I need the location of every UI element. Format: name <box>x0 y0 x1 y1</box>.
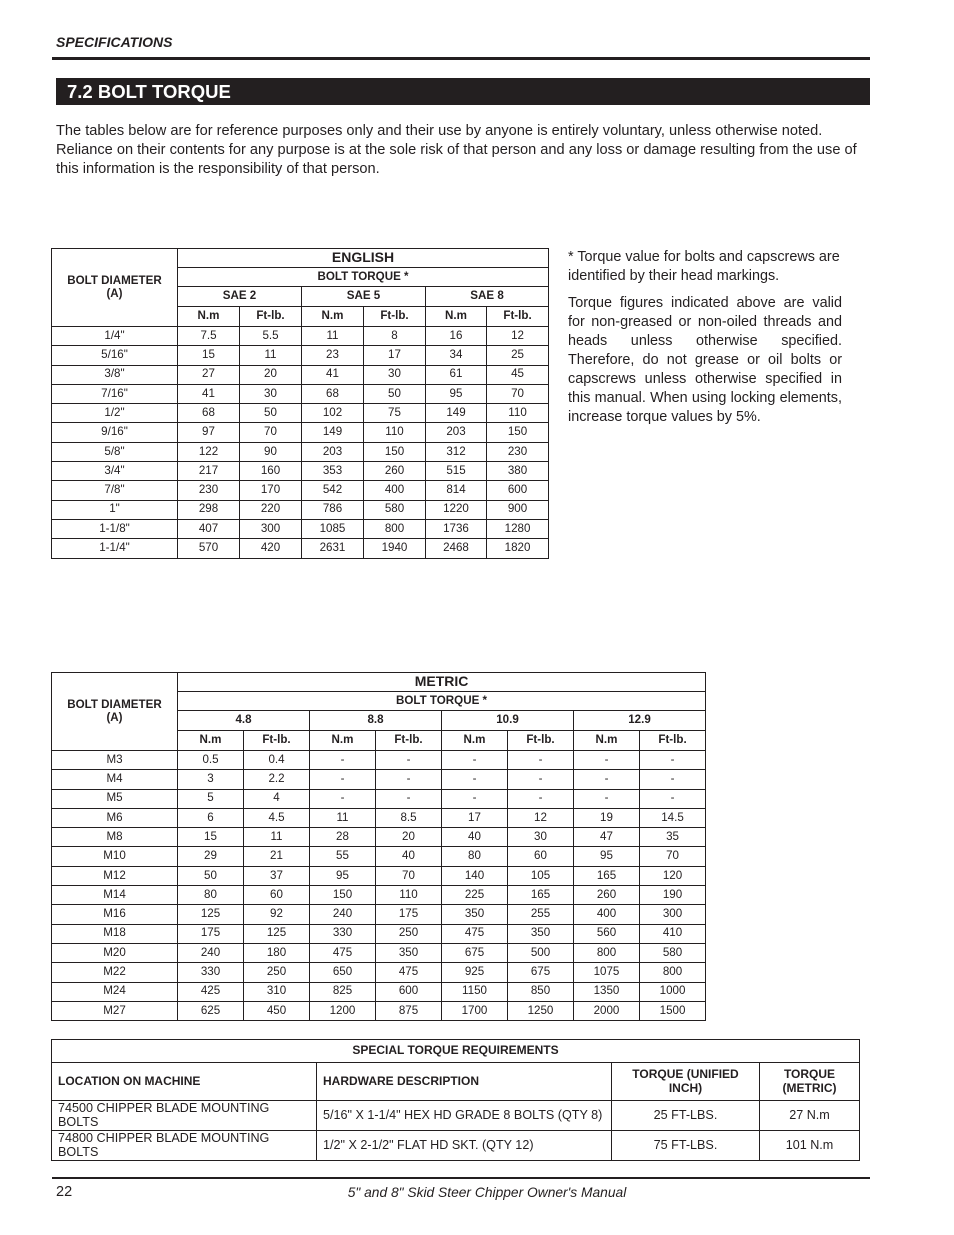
table-cell: M14 <box>52 886 178 905</box>
table-cell: 8 <box>364 327 426 346</box>
table-cell: 330 <box>310 924 376 943</box>
table-cell: - <box>310 751 376 770</box>
table-cell: 353 <box>302 462 364 481</box>
table-cell: 350 <box>508 924 574 943</box>
table-row <box>52 963 706 982</box>
bolt-torque-header: BOLT TORQUE * <box>178 268 549 287</box>
table-cell: 110 <box>487 404 549 423</box>
table-cell: 330 <box>178 963 244 982</box>
english-title: ENGLISH <box>178 249 549 268</box>
table-cell: 2.2 <box>244 770 310 789</box>
table-cell: 1/4" <box>52 327 178 346</box>
table-row <box>52 404 549 423</box>
table-cell: 5.5 <box>240 327 302 346</box>
bolt-torque-header: BOLT TORQUE * <box>178 692 706 711</box>
table-cell: 95 <box>426 384 487 403</box>
table-cell: 310 <box>244 982 310 1001</box>
torque-notes <box>568 248 842 435</box>
unit-header: N.m <box>426 307 487 327</box>
table-cell: 475 <box>310 943 376 962</box>
table-cell: 650 <box>310 963 376 982</box>
table-cell: 300 <box>640 905 706 924</box>
table-cell: M6 <box>52 808 178 827</box>
table-cell: 41 <box>178 384 240 403</box>
table-cell: - <box>508 770 574 789</box>
table-cell: 900 <box>487 500 549 519</box>
table-cell: 40 <box>376 847 442 866</box>
table-cell: 12 <box>508 808 574 827</box>
table-cell: 1" <box>52 500 178 519</box>
table-cell: M4 <box>52 770 178 789</box>
table-cell: 500 <box>508 943 574 962</box>
table-cell: 250 <box>376 924 442 943</box>
table-cell: 140 <box>442 866 508 885</box>
table-cell: 12 <box>487 327 549 346</box>
table-cell: 4 <box>244 789 310 808</box>
metric-title: METRIC <box>178 673 706 692</box>
unit-header: Ft-lb. <box>640 731 706 751</box>
table-cell: 225 <box>442 886 508 905</box>
table-row <box>52 943 706 962</box>
table-cell: 28 <box>310 828 376 847</box>
table-cell: 203 <box>426 423 487 442</box>
table-cell: 350 <box>442 905 508 924</box>
table-cell: 786 <box>302 500 364 519</box>
table-row <box>52 1001 706 1020</box>
table-cell: 875 <box>376 1001 442 1020</box>
table-cell: 19 <box>574 808 640 827</box>
table-cell: 1736 <box>426 519 487 538</box>
table-cell: M18 <box>52 924 178 943</box>
note-head-markings: * Torque value for bolts and capscrews are identified by their head markings. <box>568 249 840 284</box>
table-cell: 580 <box>364 500 426 519</box>
table-cell: 220 <box>240 500 302 519</box>
table-cell: 1940 <box>364 539 426 558</box>
table-cell: 60 <box>244 886 310 905</box>
table-cell: 1500 <box>640 1001 706 1020</box>
table-cell: - <box>508 789 574 808</box>
table-cell: 475 <box>442 924 508 943</box>
table-cell: 7/8" <box>52 481 178 500</box>
table-row <box>52 327 549 346</box>
table-cell: 407 <box>178 519 240 538</box>
table-cell: - <box>574 751 640 770</box>
table-cell: 150 <box>487 423 549 442</box>
table-cell: M27 <box>52 1001 178 1020</box>
grade-header: 8.8 <box>310 711 442 731</box>
table-cell: 570 <box>178 539 240 558</box>
table-row <box>52 365 549 384</box>
table-cell: - <box>508 751 574 770</box>
table-cell: 30 <box>240 384 302 403</box>
table-row <box>52 982 706 1001</box>
table-cell: 55 <box>310 847 376 866</box>
table-cell: 125 <box>178 905 244 924</box>
table-cell: 74500 CHIPPER BLADE MOUNTING BOLTS <box>52 1101 317 1131</box>
table-cell: 217 <box>178 462 240 481</box>
table-row <box>52 847 706 866</box>
table-row <box>52 384 549 403</box>
table-row <box>52 1101 860 1131</box>
table-cell: 37 <box>244 866 310 885</box>
table-cell: M12 <box>52 866 178 885</box>
table-cell: 5 <box>178 789 244 808</box>
table-cell: 1820 <box>487 539 549 558</box>
location-header: LOCATION ON MACHINE <box>52 1063 317 1101</box>
table-cell: 4.5 <box>244 808 310 827</box>
table-cell: 25 FT-LBS. <box>612 1101 760 1131</box>
table-cell: - <box>442 770 508 789</box>
table-cell: 75 <box>364 404 426 423</box>
table-cell: 170 <box>240 481 302 500</box>
special-torque-table <box>51 1039 860 1161</box>
page-number: 22 <box>56 1184 73 1200</box>
table-cell: 800 <box>640 963 706 982</box>
running-header: SPECIFICATIONS <box>56 34 173 50</box>
manual-title: 5" and 8" Skid Steer Chipper Owner's Manual <box>347 1185 627 1200</box>
table-cell: 60 <box>508 847 574 866</box>
table-cell: 5/16" X 1-1/4" HEX HD GRADE 8 BOLTS (QTY 8) <box>317 1101 612 1131</box>
table-cell: 380 <box>487 462 549 481</box>
table-row <box>52 442 549 461</box>
table-cell: 102 <box>302 404 364 423</box>
table-cell: - <box>640 751 706 770</box>
table-cell: 160 <box>240 462 302 481</box>
table-cell: 230 <box>178 481 240 500</box>
table-cell: 29 <box>178 847 244 866</box>
table-cell: 203 <box>302 442 364 461</box>
table-row <box>52 905 706 924</box>
table-cell: 7.5 <box>178 327 240 346</box>
table-row <box>52 828 706 847</box>
table-cell: 625 <box>178 1001 244 1020</box>
table-cell: 11 <box>310 808 376 827</box>
table-cell: 17 <box>364 346 426 365</box>
table-cell: 16 <box>426 327 487 346</box>
table-cell: 675 <box>442 943 508 962</box>
table-cell: 45 <box>487 365 549 384</box>
table-cell: 3 <box>178 770 244 789</box>
table-row <box>52 1130 860 1160</box>
table-cell: 165 <box>508 886 574 905</box>
table-cell: 35 <box>640 828 706 847</box>
table-cell: 1-1/8" <box>52 519 178 538</box>
table-cell: 1700 <box>442 1001 508 1020</box>
table-cell: 1/2" <box>52 404 178 423</box>
table-cell: 41 <box>302 365 364 384</box>
table-cell: M20 <box>52 943 178 962</box>
table-cell: 475 <box>376 963 442 982</box>
table-cell: 1250 <box>508 1001 574 1020</box>
table-cell: 90 <box>240 442 302 461</box>
table-cell: 165 <box>574 866 640 885</box>
table-row <box>52 789 706 808</box>
table-cell: 2000 <box>574 1001 640 1020</box>
table-cell: - <box>442 751 508 770</box>
table-cell: 110 <box>376 886 442 905</box>
table-cell: 425 <box>178 982 244 1001</box>
table-cell: 1/2" X 2-1/2" FLAT HD SKT. (QTY 12) <box>317 1130 612 1160</box>
table-cell: 50 <box>364 384 426 403</box>
table-cell: 2631 <box>302 539 364 558</box>
table-cell: 175 <box>178 924 244 943</box>
table-cell: - <box>376 770 442 789</box>
table-cell: - <box>376 751 442 770</box>
table-cell: 825 <box>310 982 376 1001</box>
table-cell: 230 <box>487 442 549 461</box>
table-cell: 23 <box>302 346 364 365</box>
table-cell: 122 <box>178 442 240 461</box>
table-cell: 14.5 <box>640 808 706 827</box>
table-cell: 6 <box>178 808 244 827</box>
table-row <box>52 924 706 943</box>
table-cell: 25 <box>487 346 549 365</box>
table-row <box>52 539 549 558</box>
table-cell: 420 <box>240 539 302 558</box>
table-cell: M3 <box>52 751 178 770</box>
table-cell: 150 <box>364 442 426 461</box>
torque-inch-header: TORQUE (UNIFIED INCH) <box>612 1063 760 1101</box>
table-cell: 20 <box>376 828 442 847</box>
table-cell: 15 <box>178 828 244 847</box>
table-cell: 260 <box>364 462 426 481</box>
table-cell: M10 <box>52 847 178 866</box>
unit-header: Ft-lb. <box>376 731 442 751</box>
bolt-diameter-header: BOLT DIAMETER (A) <box>52 673 178 751</box>
table-cell: 5/16" <box>52 346 178 365</box>
unit-header: N.m <box>442 731 508 751</box>
english-torque-table <box>51 248 549 559</box>
table-cell: 70 <box>640 847 706 866</box>
table-cell: 5/8" <box>52 442 178 461</box>
table-cell: 68 <box>302 384 364 403</box>
table-cell: - <box>574 789 640 808</box>
table-cell: 8.5 <box>376 808 442 827</box>
table-row <box>52 462 549 481</box>
bolt-diameter-header: BOLT DIAMETER (A) <box>52 249 178 327</box>
table-cell: 149 <box>302 423 364 442</box>
table-cell: 17 <box>442 808 508 827</box>
unit-header: Ft-lb. <box>244 731 310 751</box>
table-cell: 3/4" <box>52 462 178 481</box>
table-cell: 7/16" <box>52 384 178 403</box>
hardware-header: HARDWARE DESCRIPTION <box>317 1063 612 1101</box>
table-cell: 1200 <box>310 1001 376 1020</box>
grade-header: 10.9 <box>442 711 574 731</box>
table-cell: 150 <box>310 886 376 905</box>
table-cell: 61 <box>426 365 487 384</box>
table-cell: 149 <box>426 404 487 423</box>
table-cell: 450 <box>244 1001 310 1020</box>
unit-header: Ft-lb. <box>508 731 574 751</box>
table-cell: 74800 CHIPPER BLADE MOUNTING BOLTS <box>52 1130 317 1160</box>
table-cell: 350 <box>376 943 442 962</box>
table-cell: 101 N.m <box>760 1130 860 1160</box>
table-cell: 27 <box>178 365 240 384</box>
unit-header: N.m <box>310 731 376 751</box>
grade-header: 12.9 <box>574 711 706 731</box>
torque-metric-header: TORQUE (METRIC) <box>760 1063 860 1101</box>
table-cell: 1000 <box>640 982 706 1001</box>
table-cell: 11 <box>240 346 302 365</box>
table-cell: 0.5 <box>178 751 244 770</box>
table-cell: 410 <box>640 924 706 943</box>
table-cell: 240 <box>310 905 376 924</box>
table-row <box>52 866 706 885</box>
table-cell: 1350 <box>574 982 640 1001</box>
table-cell: 560 <box>574 924 640 943</box>
table-row <box>52 500 549 519</box>
grade-header: SAE 8 <box>426 287 549 307</box>
note-non-greased: Torque figures indicated above are valid for non-greased or non-oiled threads and heads unless otherwise specified. Therefore, do not grease or oil bolts or capscrews unless otherwise specified in this manual. When using locking elements, increase torque values by 5%. <box>568 295 842 425</box>
table-cell: M24 <box>52 982 178 1001</box>
table-cell: 255 <box>508 905 574 924</box>
table-cell: 68 <box>178 404 240 423</box>
unit-header: Ft-lb. <box>487 307 549 327</box>
table-cell: 9/16" <box>52 423 178 442</box>
table-cell: 50 <box>240 404 302 423</box>
table-cell: - <box>640 770 706 789</box>
unit-header: Ft-lb. <box>364 307 426 327</box>
table-cell: 97 <box>178 423 240 442</box>
table-cell: 40 <box>442 828 508 847</box>
intro-paragraph: The tables below are for reference purposes only and their use by anyone is entirely voluntary, unless otherwise noted. Reliance on their contents for any purpose is at the sole risk of that person and any loss or damage resulting from the use of this information is the responsibility of that person. <box>56 123 857 177</box>
table-cell: 92 <box>244 905 310 924</box>
table-cell: 175 <box>376 905 442 924</box>
table-cell: 300 <box>240 519 302 538</box>
table-cell: 95 <box>310 866 376 885</box>
unit-header: N.m <box>574 731 640 751</box>
table-cell: 1085 <box>302 519 364 538</box>
table-cell: 600 <box>487 481 549 500</box>
table-cell: - <box>310 770 376 789</box>
header-rule <box>52 57 870 60</box>
table-cell: 50 <box>178 866 244 885</box>
table-cell: 240 <box>178 943 244 962</box>
table-cell: - <box>376 789 442 808</box>
table-cell: - <box>640 789 706 808</box>
footer-rule <box>52 1177 870 1179</box>
table-cell: 27 N.m <box>760 1101 860 1131</box>
unit-header: N.m <box>178 307 240 327</box>
table-cell: 800 <box>574 943 640 962</box>
table-cell: 80 <box>442 847 508 866</box>
table-row <box>52 751 706 770</box>
grade-header: SAE 5 <box>302 287 426 307</box>
table-cell: 30 <box>508 828 574 847</box>
table-row <box>52 886 706 905</box>
table-cell: 2468 <box>426 539 487 558</box>
section-title: 7.2 BOLT TORQUE <box>56 78 870 105</box>
table-cell: 260 <box>574 886 640 905</box>
table-cell: 800 <box>364 519 426 538</box>
unit-header: Ft-lb. <box>240 307 302 327</box>
table-cell: 11 <box>302 327 364 346</box>
table-cell: 1280 <box>487 519 549 538</box>
table-cell: M8 <box>52 828 178 847</box>
table-cell: 125 <box>244 924 310 943</box>
table-cell: 580 <box>640 943 706 962</box>
table-cell: - <box>442 789 508 808</box>
table-cell: 21 <box>244 847 310 866</box>
table-cell: 70 <box>376 866 442 885</box>
grade-header: SAE 2 <box>178 287 302 307</box>
table-cell: 190 <box>640 886 706 905</box>
table-cell: 1-1/4" <box>52 539 178 558</box>
table-cell: M5 <box>52 789 178 808</box>
table-cell: M22 <box>52 963 178 982</box>
table-cell: 298 <box>178 500 240 519</box>
table-cell: 110 <box>364 423 426 442</box>
table-cell: 675 <box>508 963 574 982</box>
table-cell: 20 <box>240 365 302 384</box>
table-cell: 850 <box>508 982 574 1001</box>
table-cell: 515 <box>426 462 487 481</box>
table-row <box>52 770 706 789</box>
unit-header: N.m <box>302 307 364 327</box>
table-cell: 542 <box>302 481 364 500</box>
table-cell: 400 <box>574 905 640 924</box>
table-row <box>52 519 549 538</box>
table-cell: 75 FT-LBS. <box>612 1130 760 1160</box>
grade-header: 4.8 <box>178 711 310 731</box>
table-cell: 1220 <box>426 500 487 519</box>
table-cell: 34 <box>426 346 487 365</box>
table-cell: M16 <box>52 905 178 924</box>
table-cell: 3/8" <box>52 365 178 384</box>
table-cell: 250 <box>244 963 310 982</box>
table-cell: 1150 <box>442 982 508 1001</box>
table-row <box>52 808 706 827</box>
table-cell: 120 <box>640 866 706 885</box>
table-cell: 30 <box>364 365 426 384</box>
table-cell: 925 <box>442 963 508 982</box>
table-cell: 95 <box>574 847 640 866</box>
table-cell: 400 <box>364 481 426 500</box>
unit-header: N.m <box>178 731 244 751</box>
table-cell: 47 <box>574 828 640 847</box>
table-cell: 15 <box>178 346 240 365</box>
table-row <box>52 346 549 365</box>
table-cell: - <box>574 770 640 789</box>
table-cell: 600 <box>376 982 442 1001</box>
table-cell: - <box>310 789 376 808</box>
table-cell: 105 <box>508 866 574 885</box>
table-cell: 0.4 <box>244 751 310 770</box>
table-cell: 80 <box>178 886 244 905</box>
table-cell: 11 <box>244 828 310 847</box>
table-cell: 1075 <box>574 963 640 982</box>
table-cell: 70 <box>487 384 549 403</box>
table-cell: 70 <box>240 423 302 442</box>
special-title: SPECIAL TORQUE REQUIREMENTS <box>52 1040 860 1063</box>
table-cell: 814 <box>426 481 487 500</box>
table-row <box>52 481 549 500</box>
table-cell: 180 <box>244 943 310 962</box>
metric-torque-table <box>51 672 706 1021</box>
table-row <box>52 423 549 442</box>
table-cell: 312 <box>426 442 487 461</box>
